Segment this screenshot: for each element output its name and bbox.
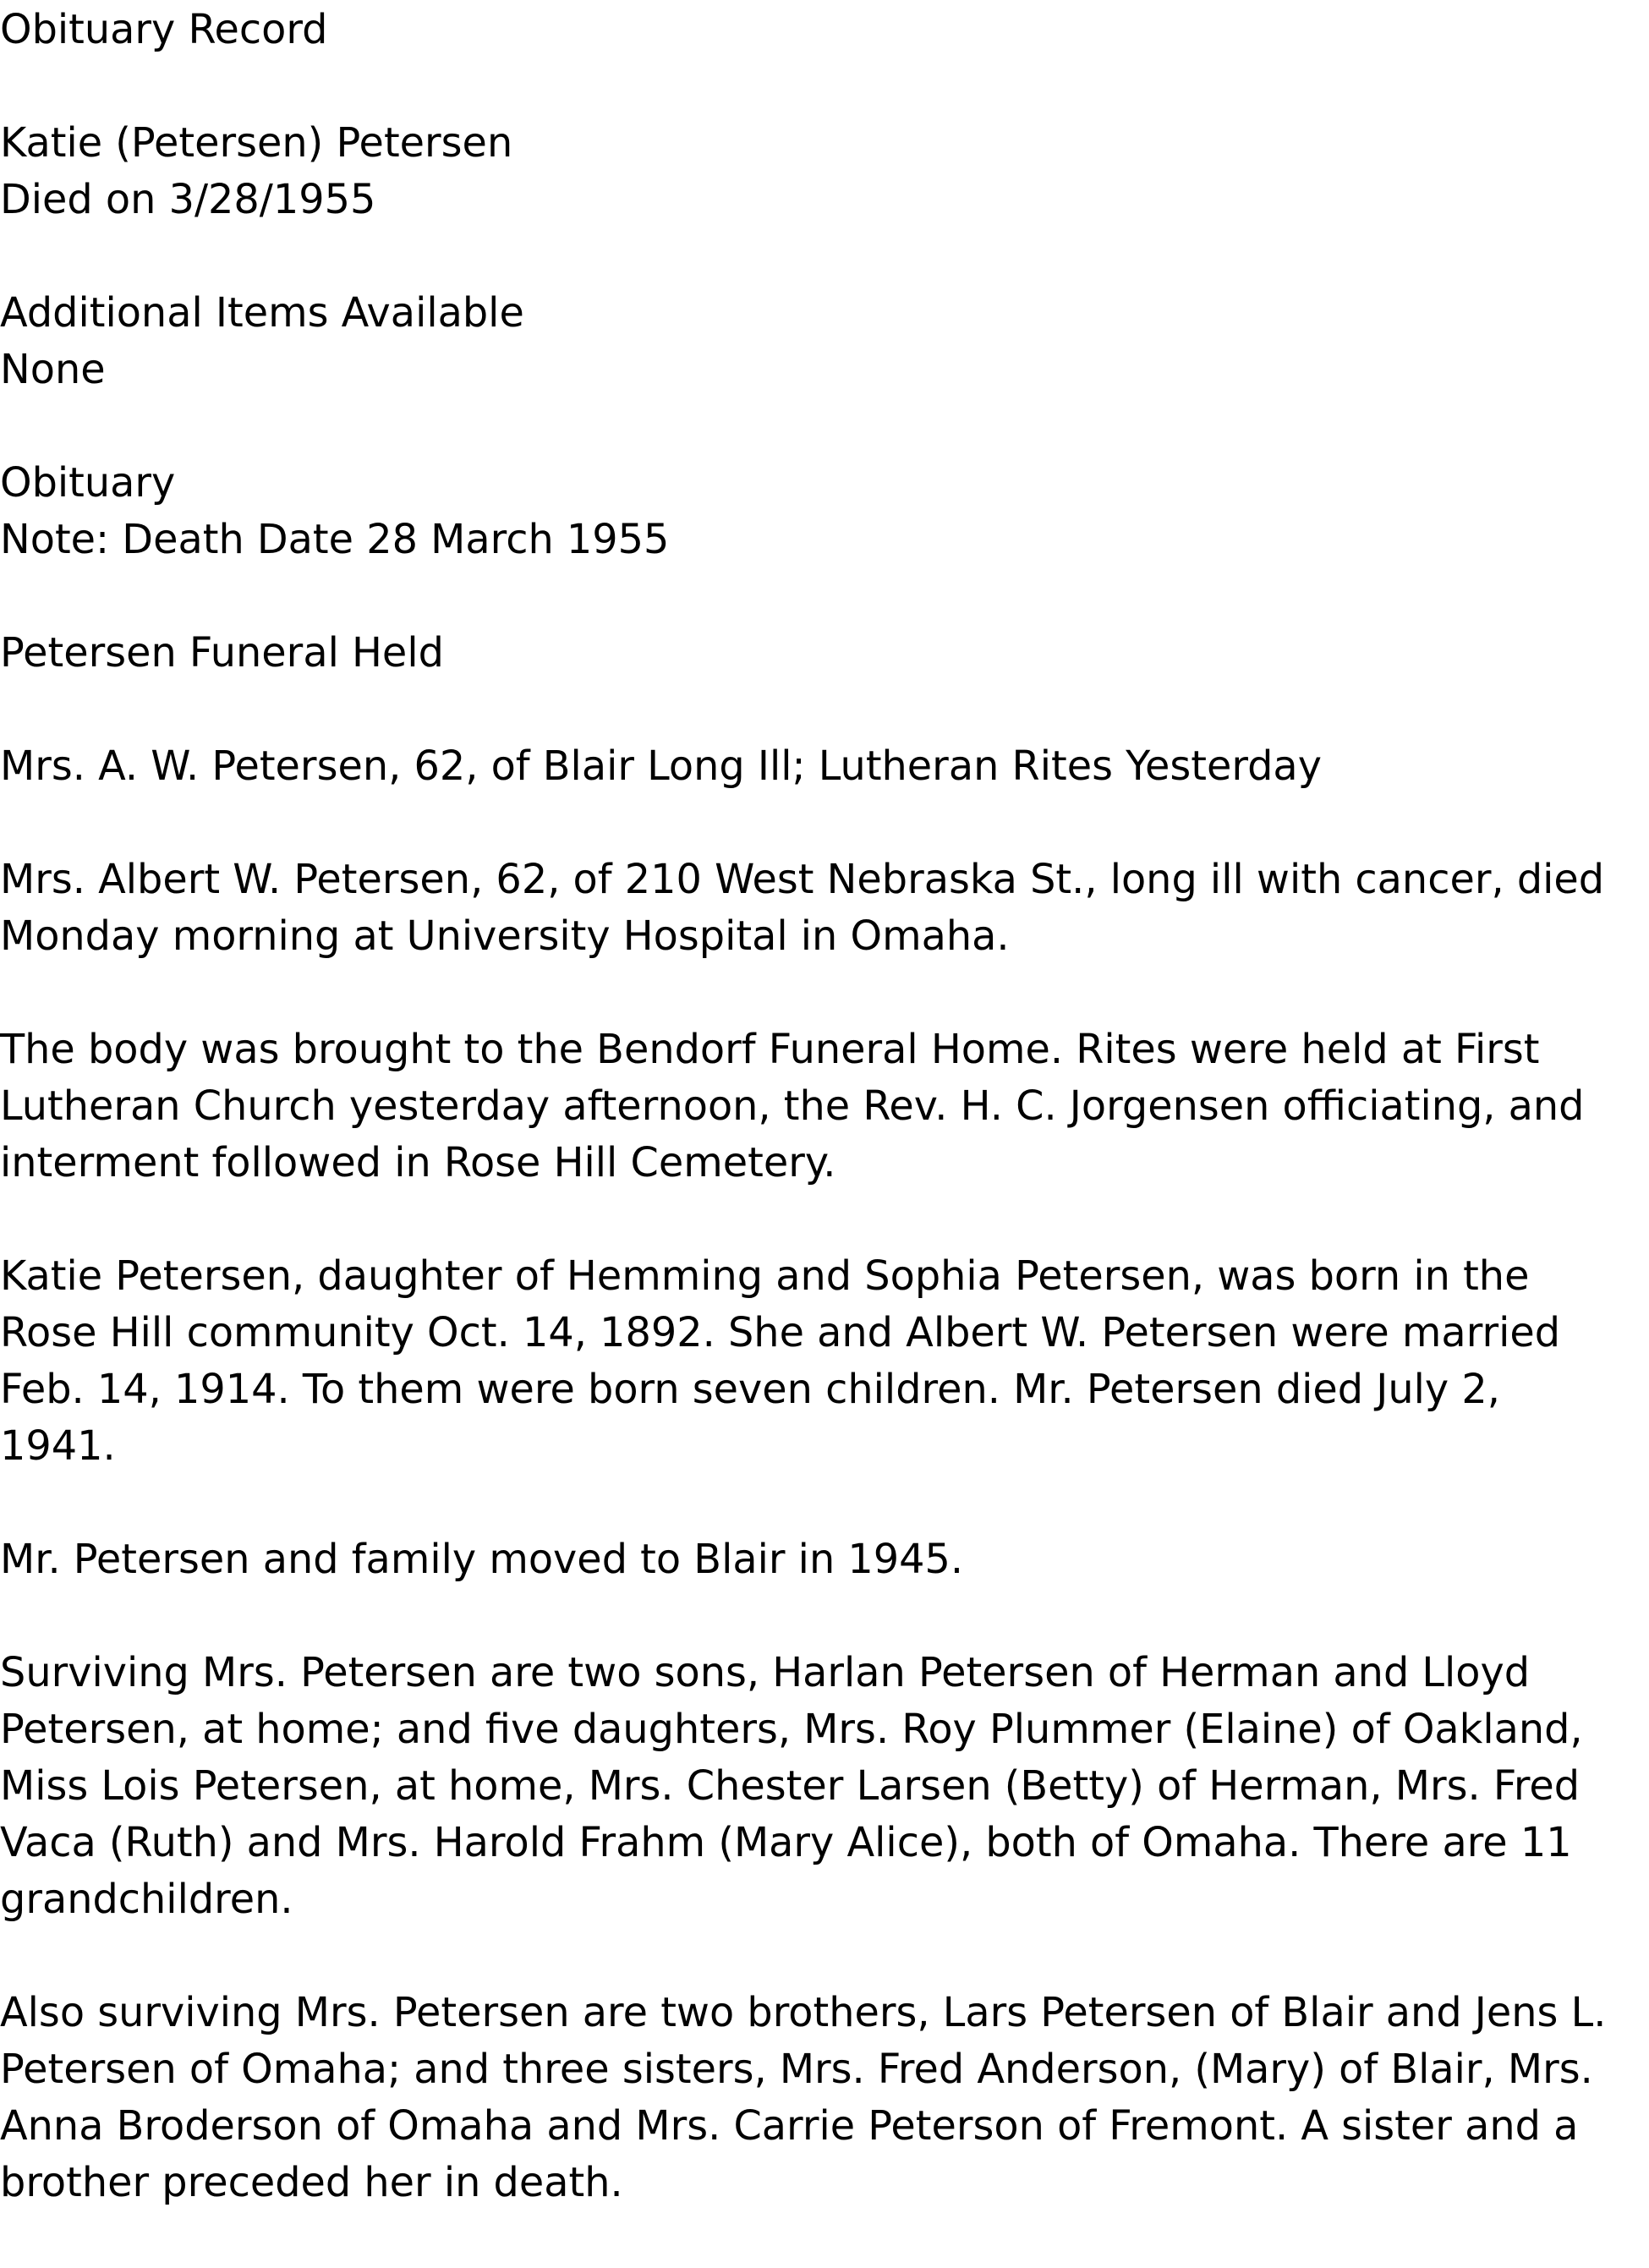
obituary-body (0, 852, 1649, 2211)
paragraph-line: Also surviving Mrs. Petersen are two brothers, Lars Petersen of Blair and Jens L. (0, 1989, 1607, 2036)
paragraph-line: Feb. 14, 1914. To them were born seven children. Mr. Petersen died July 2, (0, 1366, 1500, 1413)
obituary-paragraph (0, 1985, 1649, 2211)
obituary-paragraph (0, 1645, 1649, 1928)
additional-items-heading: Additional Items Available (0, 289, 524, 337)
subheadline-block (0, 738, 1649, 795)
paragraph-line: Katie Petersen, daughter of Hemming and Sophia Petersen, was born in the (0, 1252, 1530, 1300)
paragraph-line: Petersen of Omaha; and three sisters, Mrs. Fred Anderson, (Mary) of Blair, Mrs. (0, 2046, 1593, 2093)
obituary-heading: Obituary (0, 459, 176, 507)
obituary-paragraph (0, 1248, 1649, 1475)
record-header (0, 2, 1649, 58)
paragraph-line: Vaca (Ruth) and Mrs. Harold Frahm (Mary Alice), both of Omaha. There are 11 (0, 1819, 1572, 1866)
headline-block (0, 625, 1649, 682)
paragraph-line: grandchildren. (0, 1876, 293, 1923)
obituary-subheadline: Mrs. A. W. Petersen, 62, of Blair Long Ill; Lutheran Rites Yesterday (0, 742, 1322, 790)
obituary-note: Note: Death Date 28 March 1955 (0, 516, 670, 563)
paragraph-line: Mrs. Albert W. Petersen, 62, of 210 West Nebraska St., long ill with cancer, died (0, 856, 1605, 903)
death-date: Died on 3/28/1955 (0, 176, 376, 223)
paragraph-line: Mr. Petersen and family moved to Blair in 1945. (0, 1536, 964, 1583)
additional-items (0, 285, 1649, 398)
paragraph-line: Miss Lois Petersen, at home, Mrs. Chester Larsen (Betty) of Herman, Mrs. Fred (0, 1762, 1581, 1810)
paragraph-line: Lutheran Church yesterday afternoon, the Rev. H. C. Jorgensen officiating, and (0, 1082, 1585, 1130)
paragraph-line: The body was brought to the Bendorf Funeral Home. Rites were held at First (0, 1026, 1540, 1073)
obituary-paragraph (0, 1531, 1649, 1588)
paragraph-line: interment followed in Rose Hill Cemetery. (0, 1139, 836, 1186)
paragraph-line: Monday morning at University Hospital in Omaha. (0, 912, 1010, 960)
paragraph-line: brother preceded her in death. (0, 2159, 623, 2206)
obituary-paragraph (0, 1022, 1649, 1192)
person-name: Katie (Petersen) Petersen (0, 119, 513, 167)
obituary-headline: Petersen Funeral Held (0, 629, 444, 677)
paragraph-line: Petersen, at home; and five daughters, Mrs. Roy Plummer (Elaine) of Oakland, (0, 1706, 1583, 1753)
paragraph-line: Surviving Mrs. Petersen are two sons, Harlan Petersen of Herman and Lloyd (0, 1649, 1531, 1696)
obituary-section (0, 455, 1649, 568)
paragraph-line: Anna Broderson of Omaha and Mrs. Carrie Peterson of Fremont. A sister and a (0, 2102, 1579, 2150)
additional-items-value: None (0, 346, 106, 393)
paragraph-line: 1941. (0, 1422, 116, 1470)
person-info (0, 115, 1649, 228)
obituary-paragraph (0, 852, 1649, 965)
record-title: Obituary Record (0, 6, 328, 53)
paragraph-line: Rose Hill community Oct. 14, 1892. She and Albert W. Petersen were married (0, 1309, 1561, 1356)
